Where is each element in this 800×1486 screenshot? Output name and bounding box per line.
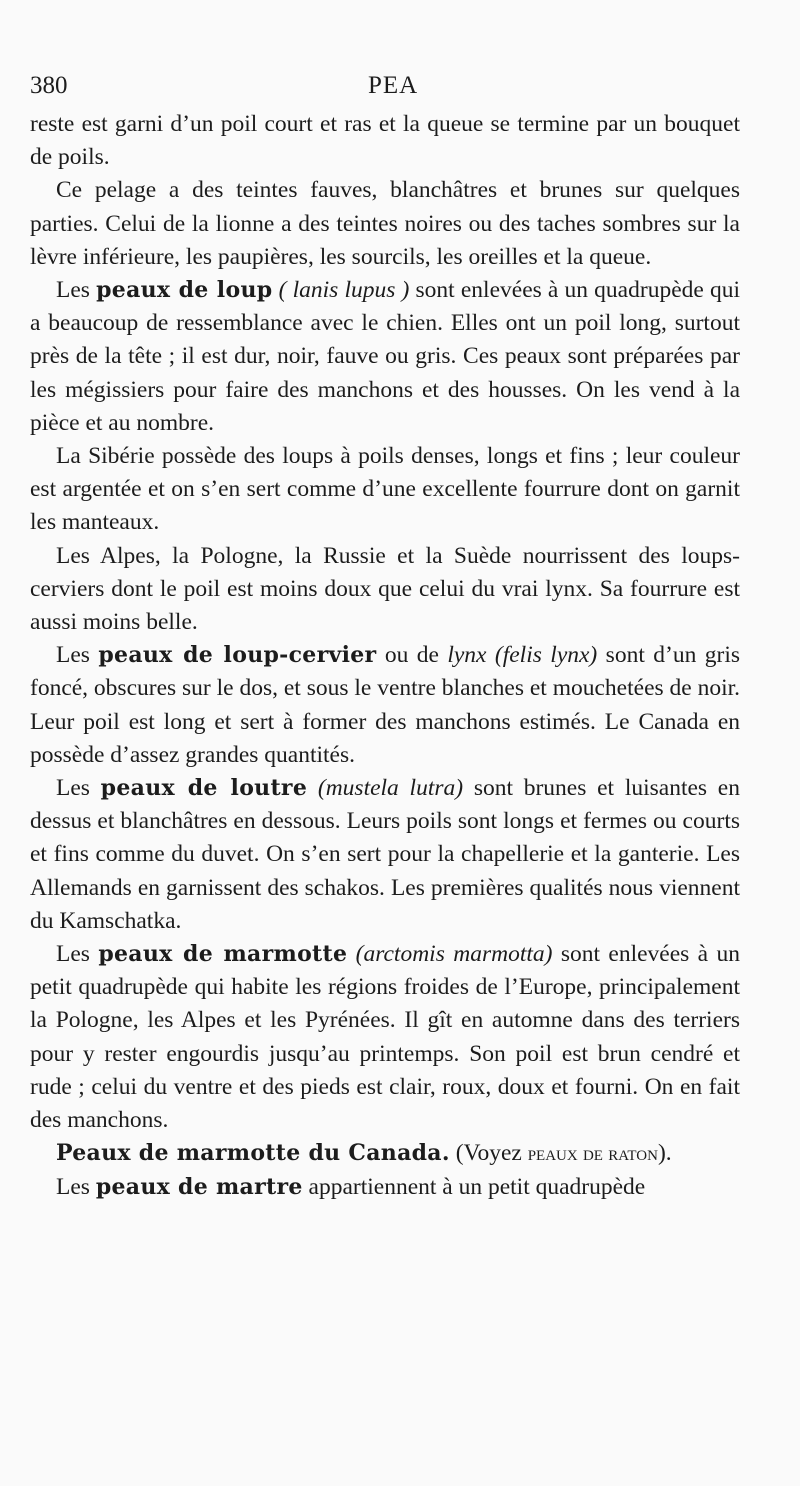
bold-term: peaux de loup [96,277,273,304]
italic-term: (mustela lutra) [317,775,464,802]
text-run: Les [56,941,99,968]
bold-term: peaux de loup-cervier [98,642,377,669]
text-run: sont enlevées à un quadrupède qui a beaucoup de ressemblance avec le chien. Elles ont un poil long, surtout près de la tête ; il est dur, noir, fauve ou gris. Ces peaux sont préparées par les mégissiers pour faire des manchons et des housses. On les vend à la pièce et au nombre. [30,277,740,436]
body-text [30,108,740,1204]
paragraph [30,174,740,274]
paragraph [30,639,740,772]
bold-term: peaux de marmotte [98,941,348,968]
text-run: Les [56,775,101,802]
page-header [30,72,742,106]
text-run: (Voyez [449,1140,528,1167]
text-run: La Sibérie possède des loups à poils denses, longs et fins ; leur couleur est argentée et on s’en sert comme d’une excellente fourrure dont on garnit les manteaux. [30,443,740,536]
paragraph [30,772,740,938]
paragraph [30,440,740,540]
text-run: Les [56,1173,96,1200]
bold-term: peaux de loutre [100,775,308,802]
small-caps-ref: peaux de raton [527,1141,658,1166]
text-run [307,775,318,801]
bold-term: Peaux de marmotte du Canada. [56,1140,450,1167]
italic-term: (arctomis marmotta) [355,941,553,968]
paragraph [30,540,740,640]
text-run: Ce pelage a des teintes fauves, blanchâtres et brunes sur quelques parties. Celui de la lionne a des teintes noires ou des taches sombres sur la lèvre inférieure, les paupières, les sourcils, les oreilles et la queue. [30,177,740,270]
paragraph [30,938,740,1137]
paragraph [30,1137,740,1170]
text-run: Les Alpes, la Pologne, la Russie et la Suède nourrissent des loups-cerviers dont le poil est moins doux que celui du vrai lynx. Sa fourrure est aussi moins belle. [30,542,740,636]
text-run: Les [56,277,97,304]
text-run: appartiennent à un petit quadrupède [302,1173,646,1200]
text-run: sont enlevées à un petit quadrupède qui habite les régions froides de l’Europe, principalement la Pologne, les Alpes et les Pyrénées. Il gît en automne dans des terriers pour y rester engourdis jusqu’au printemps. Son poil est brun cendré et rude ; celui du ventre et des pieds est clair, roux, doux et fourni. On en fait des manchons. [30,941,740,1134]
paragraph [30,108,740,174]
page-number: 380 [30,72,68,99]
text-run: sont brunes et luisantes en dessus et blanchâtres en dessous. Leurs poils sont longs et fermes ou courts et fins comme du duvet. On s’en sert pour la chapellerie et la ganterie. Les Allemands en garnissent des schakos. Les premières qualités nous viennent du Kamschatka. [30,775,740,934]
text-run: sont d’un gris foncé, obscures sur le dos, et sous le ventre blanches et mouchetées de noir. Leur poil est long et sert à former des manchons estimés. Le Canada en possède d’assez grandes quantités. [30,642,741,768]
paragraph [30,274,740,440]
italic-term: ( lanis lupus ) [278,277,410,304]
bold-term: peaux de martre [95,1173,303,1200]
text-run: reste est garni d’un poil court et ras et la queue se termine par un bouquet de poils. [30,111,740,171]
text-run: Les [56,642,99,669]
running-head: PEA [368,72,419,99]
paragraph [30,1171,740,1204]
text-run: ). [657,1140,672,1167]
text-run [347,941,355,967]
text-run: ou de [376,642,448,669]
italic-term: lynx (felis lynx) [447,642,598,669]
